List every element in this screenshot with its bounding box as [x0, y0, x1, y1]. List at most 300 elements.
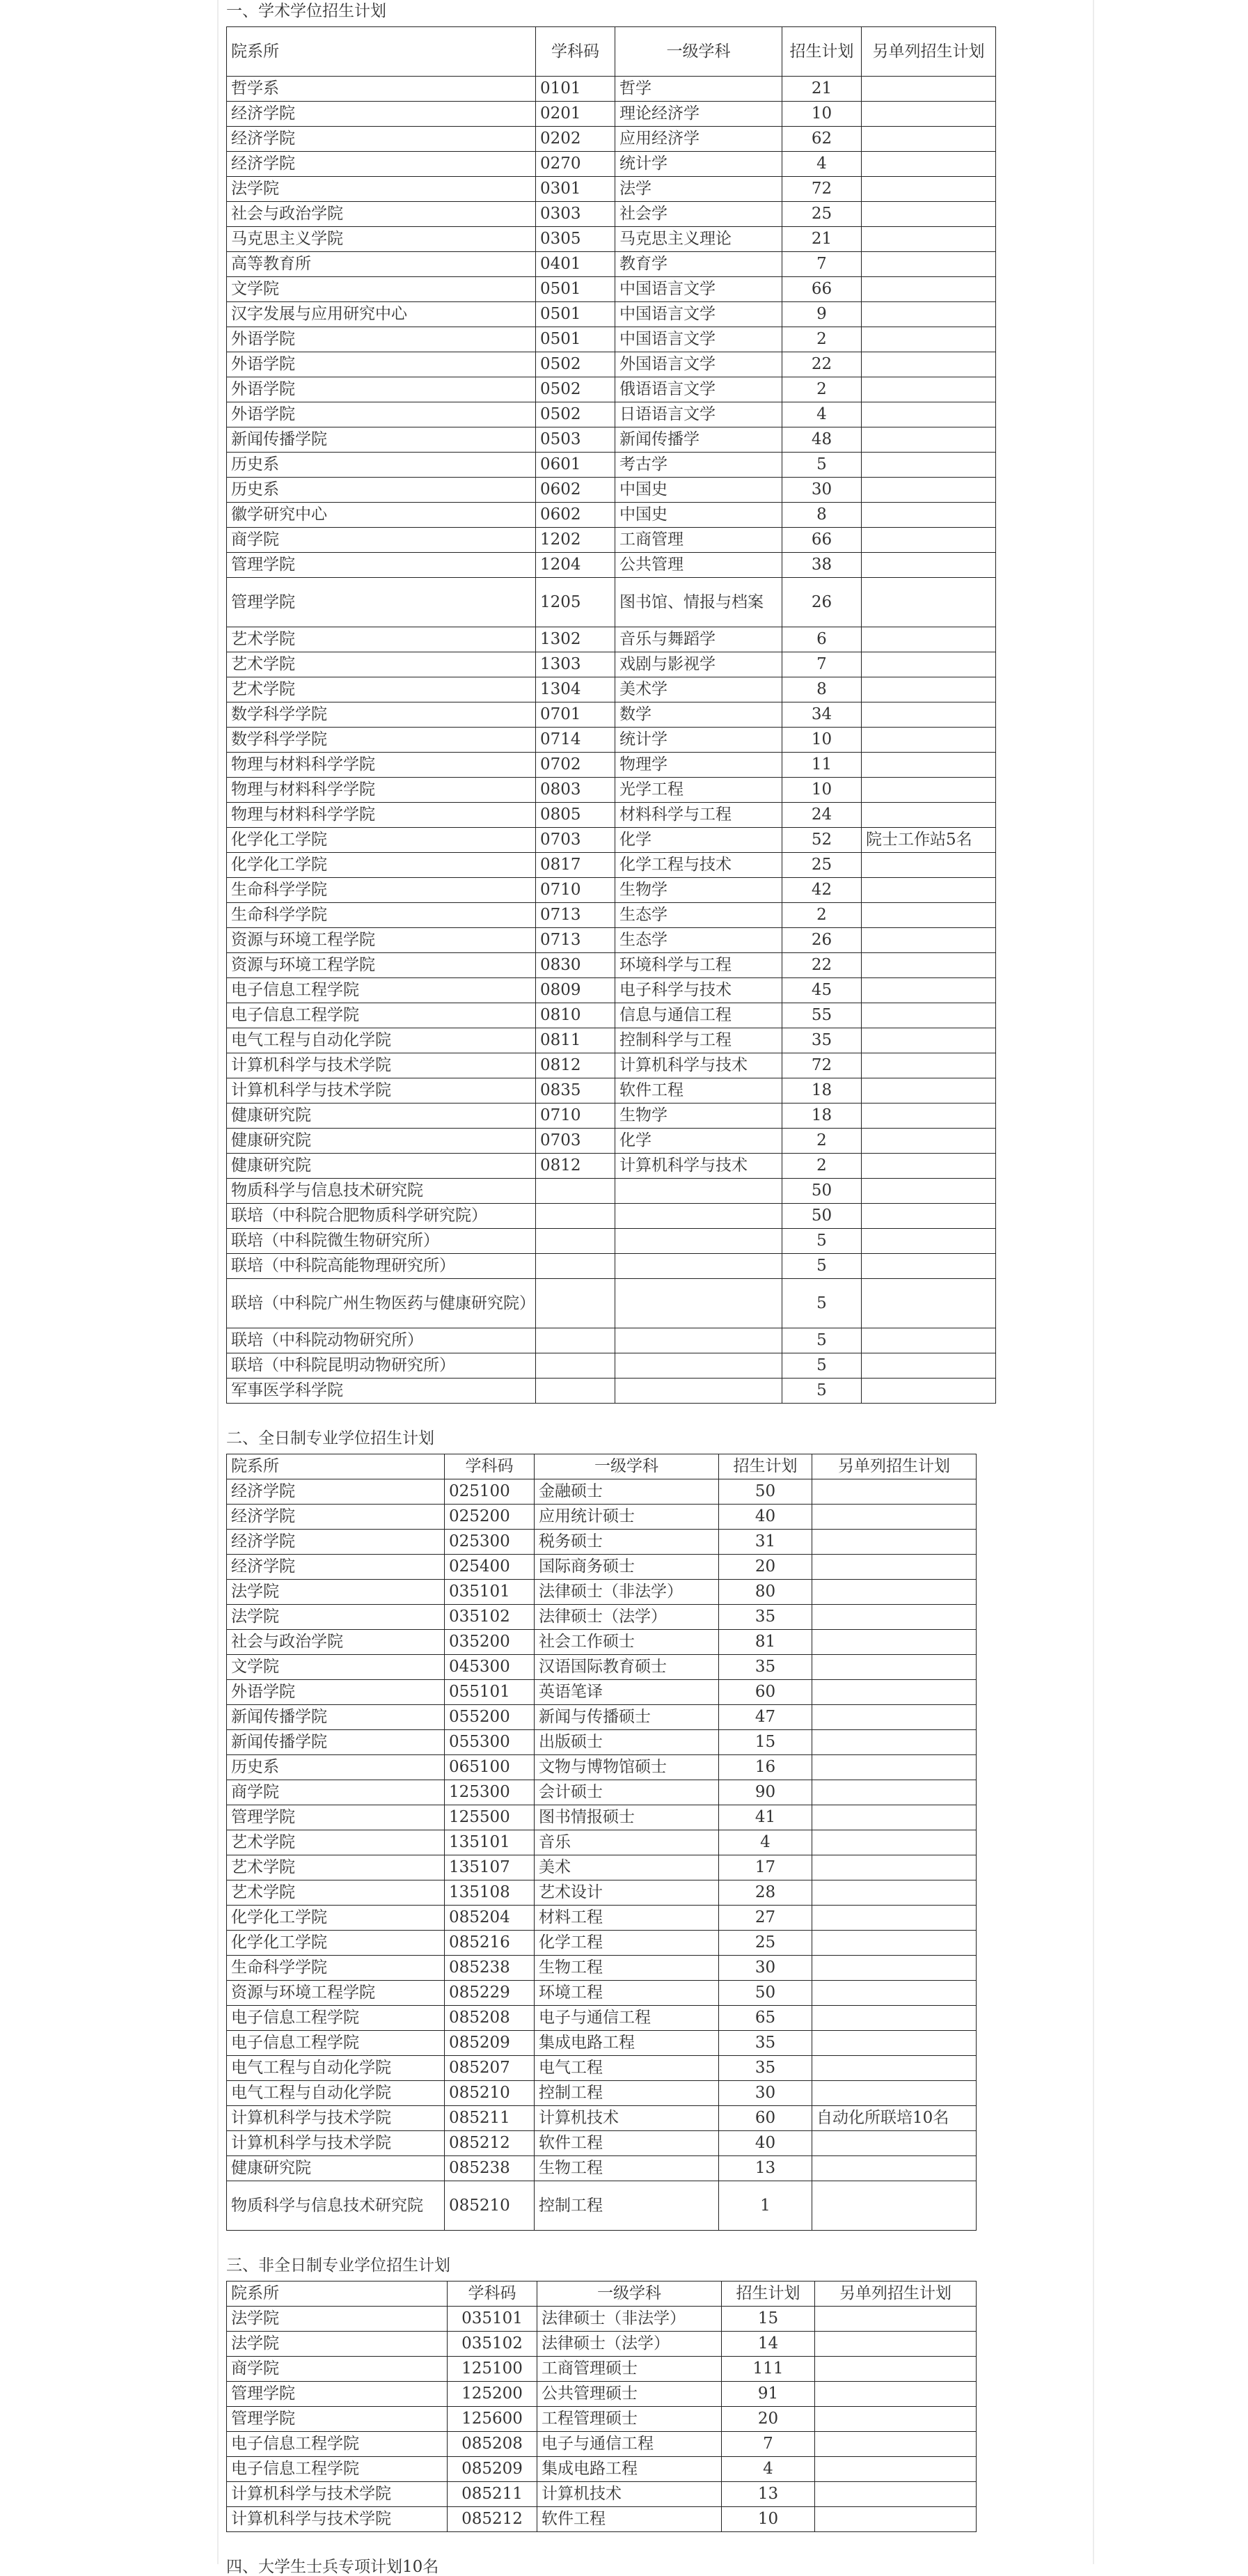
- cell-department: 化学化工学院: [227, 828, 536, 853]
- cell-enrollment: 35: [719, 1605, 812, 1630]
- cell-subject-code: 065100: [445, 1755, 535, 1780]
- cell-department: 商学院: [227, 528, 536, 553]
- cell-discipline: 新闻与传播硕士: [535, 1705, 719, 1730]
- cell-department: 电气工程与自动化学院: [227, 2081, 445, 2106]
- header-cell-discipline: 一级学科: [615, 27, 782, 77]
- cell-subject-code: 125600: [448, 2407, 537, 2432]
- cell-subject-code: 0301: [536, 177, 615, 202]
- cell-department: 法学院: [227, 2332, 448, 2357]
- cell-department: 马克思主义学院: [227, 227, 536, 252]
- cell-extra-enrollment: [815, 2432, 977, 2457]
- cell-department: 物理与材料科学学院: [227, 753, 536, 778]
- cell-department: 生命科学学院: [227, 903, 536, 928]
- cell-department: 计算机科学与技术学院: [227, 2131, 445, 2156]
- cell-subject-code: [536, 1379, 615, 1404]
- table-row: [227, 1104, 996, 1129]
- cell-discipline: [615, 1279, 782, 1328]
- cell-subject-code: 085208: [445, 2006, 535, 2031]
- cell-department: 电气工程与自动化学院: [227, 1028, 536, 1053]
- cell-subject-code: 025300: [445, 1530, 535, 1555]
- cell-enrollment: 80: [719, 1580, 812, 1605]
- cell-discipline: 理论经济学: [615, 102, 782, 127]
- cell-discipline: 会计硕士: [535, 1780, 719, 1805]
- cell-department: 健康研究院: [227, 1104, 536, 1129]
- cell-extra-enrollment: [812, 2006, 977, 2031]
- cell-subject-code: 0713: [536, 903, 615, 928]
- cell-discipline: 软件工程: [535, 2131, 719, 2156]
- cell-department: 经济学院: [227, 1530, 445, 1555]
- table-row: [227, 1003, 996, 1028]
- cell-subject-code: 085210: [445, 2081, 535, 2106]
- cell-subject-code: 1202: [536, 528, 615, 553]
- cell-enrollment: 2: [782, 327, 862, 352]
- cell-extra-enrollment: [862, 928, 996, 953]
- cell-extra-enrollment: [862, 553, 996, 578]
- table-row: [227, 2181, 977, 2231]
- header-cell-subject-code: 学科码: [448, 2282, 537, 2307]
- cell-extra-enrollment: [862, 352, 996, 377]
- cell-department: 新闻传播学院: [227, 1730, 445, 1755]
- cell-enrollment: 1: [719, 2181, 812, 2231]
- table-row: [227, 1129, 996, 1154]
- cell-subject-code: 0702: [536, 753, 615, 778]
- cell-subject-code: 025200: [445, 1505, 535, 1530]
- cell-discipline: 集成电路工程: [535, 2031, 719, 2056]
- cell-department: 生命科学学院: [227, 878, 536, 903]
- cell-enrollment: 6: [782, 627, 862, 652]
- cell-discipline: 社会学: [615, 202, 782, 227]
- cell-enrollment: 4: [722, 2457, 815, 2482]
- table-row: [227, 277, 996, 302]
- cell-subject-code: 035101: [445, 1580, 535, 1605]
- cell-extra-enrollment: [862, 1003, 996, 1028]
- cell-subject-code: [536, 1179, 615, 1204]
- cell-enrollment: 35: [719, 2056, 812, 2081]
- cell-enrollment: 7: [782, 652, 862, 677]
- cell-extra-enrollment: [862, 853, 996, 878]
- cell-enrollment: 10: [782, 102, 862, 127]
- cell-extra-enrollment: [862, 327, 996, 352]
- table-row: [227, 2156, 977, 2181]
- parttime-table-header: [227, 2282, 977, 2307]
- table-row: [227, 803, 996, 828]
- cell-department: 生命科学学院: [227, 1956, 445, 1981]
- cell-subject-code: 025100: [445, 1479, 535, 1505]
- cell-department: 联培（中科院合肥物质科学研究院）: [227, 1204, 536, 1229]
- table-row: [227, 1555, 977, 1580]
- cell-subject-code: 0703: [536, 828, 615, 853]
- cell-extra-enrollment: [862, 1328, 996, 1353]
- cell-enrollment: 8: [782, 677, 862, 702]
- cell-discipline: 考古学: [615, 453, 782, 478]
- cell-subject-code: 035200: [445, 1630, 535, 1655]
- table-row: [227, 2131, 977, 2156]
- cell-discipline: 电子与通信工程: [537, 2432, 722, 2457]
- cell-enrollment: 40: [719, 1505, 812, 1530]
- cell-department: 管理学院: [227, 553, 536, 578]
- cell-enrollment: 2: [782, 377, 862, 402]
- cell-enrollment: 35: [719, 2031, 812, 2056]
- cell-discipline: 化学工程: [535, 1931, 719, 1956]
- cell-enrollment: 22: [782, 352, 862, 377]
- cell-subject-code: 125300: [445, 1780, 535, 1805]
- fulltime-section-title: 二、全日制专业学位招生计划: [226, 1429, 434, 1447]
- cell-subject-code: 0830: [536, 953, 615, 978]
- table-row: [227, 227, 996, 252]
- cell-subject-code: [536, 1254, 615, 1279]
- table-row: [227, 953, 996, 978]
- cell-enrollment: 25: [719, 1931, 812, 1956]
- cell-extra-enrollment: [862, 1154, 996, 1179]
- cell-discipline: 数学: [615, 702, 782, 728]
- right-border-line: [1093, 0, 1094, 2564]
- table-row: [227, 377, 996, 402]
- cell-discipline: 化学工程与技术: [615, 853, 782, 878]
- cell-extra-enrollment: [862, 302, 996, 327]
- table-row: [227, 1078, 996, 1104]
- cell-extra-enrollment: [812, 2081, 977, 2106]
- table-row: [227, 352, 996, 377]
- parttime-table-body: [227, 2307, 977, 2532]
- cell-subject-code: 085208: [448, 2432, 537, 2457]
- table-row: [227, 553, 996, 578]
- cell-enrollment: 5: [782, 1328, 862, 1353]
- table-row: [227, 528, 996, 553]
- cell-extra-enrollment: [812, 1755, 977, 1780]
- table-row: [227, 1805, 977, 1830]
- cell-extra-enrollment: [812, 2181, 977, 2231]
- cell-department: 电子信息工程学院: [227, 2006, 445, 2031]
- table-row: [227, 1379, 996, 1404]
- table-row: [227, 402, 996, 427]
- cell-subject-code: 0502: [536, 402, 615, 427]
- cell-discipline: [615, 1328, 782, 1353]
- cell-discipline: 物理学: [615, 753, 782, 778]
- cell-discipline: 法学: [615, 177, 782, 202]
- table-row: [227, 1830, 977, 1855]
- cell-subject-code: 0812: [536, 1154, 615, 1179]
- cell-department: 高等教育所: [227, 252, 536, 277]
- table-row: [227, 1780, 977, 1805]
- cell-department: 电气工程与自动化学院: [227, 2056, 445, 2081]
- table-row: [227, 427, 996, 453]
- cell-discipline: 电气工程: [535, 2056, 719, 2081]
- cell-department: 艺术学院: [227, 652, 536, 677]
- cell-department: 电子信息工程学院: [227, 978, 536, 1003]
- cell-enrollment: 5: [782, 1379, 862, 1404]
- cell-enrollment: 2: [782, 903, 862, 928]
- cell-enrollment: 13: [722, 2482, 815, 2507]
- cell-department: 商学院: [227, 1780, 445, 1805]
- cell-discipline: 文物与博物馆硕士: [535, 1755, 719, 1780]
- cell-discipline: 计算机科学与技术: [615, 1154, 782, 1179]
- cell-subject-code: 0835: [536, 1078, 615, 1104]
- cell-extra-enrollment: [862, 1179, 996, 1204]
- cell-discipline: 化学: [615, 828, 782, 853]
- cell-department: 外语学院: [227, 1680, 445, 1705]
- header-cell-subject-code: 学科码: [536, 27, 615, 77]
- cell-extra-enrollment: [862, 127, 996, 152]
- table-header-row: [227, 1454, 977, 1479]
- cell-enrollment: 5: [782, 453, 862, 478]
- cell-department: 化学化工学院: [227, 1931, 445, 1956]
- cell-subject-code: 0817: [536, 853, 615, 878]
- cell-subject-code: 0810: [536, 1003, 615, 1028]
- cell-subject-code: 1205: [536, 578, 615, 627]
- cell-subject-code: 085210: [445, 2181, 535, 2231]
- cell-subject-code: 1302: [536, 627, 615, 652]
- cell-extra-enrollment: [812, 1855, 977, 1880]
- table-row: [227, 202, 996, 227]
- cell-department: 文学院: [227, 1655, 445, 1680]
- cell-extra-enrollment: [812, 1931, 977, 1956]
- cell-enrollment: 111: [722, 2357, 815, 2382]
- cell-extra-enrollment: [862, 1129, 996, 1154]
- header-cell-enrollment: 招生计划: [722, 2282, 815, 2307]
- table-row: [227, 127, 996, 152]
- cell-subject-code: 0502: [536, 352, 615, 377]
- cell-discipline: 工商管理: [615, 528, 782, 553]
- table-row: [227, 1229, 996, 1254]
- table-row: [227, 1328, 996, 1353]
- cell-department: 外语学院: [227, 327, 536, 352]
- cell-extra-enrollment: [862, 277, 996, 302]
- cell-subject-code: 085211: [445, 2106, 535, 2131]
- cell-department: 物质科学与信息技术研究院: [227, 1179, 536, 1204]
- cell-subject-code: 085209: [448, 2457, 537, 2482]
- table-row: [227, 1855, 977, 1880]
- cell-subject-code: 0713: [536, 928, 615, 953]
- cell-department: 物理与材料科学学院: [227, 803, 536, 828]
- cell-subject-code: 085211: [448, 2482, 537, 2507]
- cell-discipline: 教育学: [615, 252, 782, 277]
- cell-extra-enrollment: [815, 2307, 977, 2332]
- cell-enrollment: 21: [782, 227, 862, 252]
- cell-discipline: 法律硕士（非法学）: [537, 2307, 722, 2332]
- cell-enrollment: 25: [782, 853, 862, 878]
- cell-enrollment: 10: [782, 728, 862, 753]
- cell-enrollment: 27: [719, 1906, 812, 1931]
- cell-subject-code: 025400: [445, 1555, 535, 1580]
- table-row: [227, 2407, 977, 2432]
- cell-extra-enrollment: [812, 1555, 977, 1580]
- cell-enrollment: 60: [719, 1680, 812, 1705]
- cell-department: 社会与政治学院: [227, 1630, 445, 1655]
- table-row: [227, 2031, 977, 2056]
- cell-subject-code: 0710: [536, 1104, 615, 1129]
- cell-department: 军事医学科学院: [227, 1379, 536, 1404]
- cell-subject-code: [536, 1328, 615, 1353]
- cell-discipline: 俄语语言文学: [615, 377, 782, 402]
- cell-discipline: 税务硕士: [535, 1530, 719, 1555]
- cell-extra-enrollment: [862, 702, 996, 728]
- cell-subject-code: 0803: [536, 778, 615, 803]
- cell-discipline: 生物工程: [535, 2156, 719, 2181]
- table-row: [227, 1605, 977, 1630]
- table-row: [227, 677, 996, 702]
- cell-discipline: 软件工程: [537, 2507, 722, 2532]
- cell-extra-enrollment: [812, 1479, 977, 1505]
- cell-discipline: 外国语言文学: [615, 352, 782, 377]
- cell-extra-enrollment: [812, 1805, 977, 1830]
- cell-discipline: 中国史: [615, 503, 782, 528]
- cell-extra-enrollment: [862, 102, 996, 127]
- cell-subject-code: 1304: [536, 677, 615, 702]
- cell-discipline: 化学: [615, 1129, 782, 1154]
- cell-subject-code: 055200: [445, 1705, 535, 1730]
- cell-discipline: 计算机技术: [537, 2482, 722, 2507]
- cell-extra-enrollment: 自动化所联培10名: [812, 2106, 977, 2131]
- cell-department: 联培（中科院动物研究所）: [227, 1328, 536, 1353]
- cell-extra-enrollment: [862, 677, 996, 702]
- cell-enrollment: 72: [782, 1053, 862, 1078]
- cell-extra-enrollment: [862, 953, 996, 978]
- cell-subject-code: 085212: [448, 2507, 537, 2532]
- cell-department: 新闻传播学院: [227, 427, 536, 453]
- cell-department: 健康研究院: [227, 1129, 536, 1154]
- cell-department: 艺术学院: [227, 1880, 445, 1906]
- cell-subject-code: 0501: [536, 302, 615, 327]
- cell-enrollment: 10: [782, 778, 862, 803]
- cell-enrollment: 50: [719, 1981, 812, 2006]
- cell-subject-code: [536, 1204, 615, 1229]
- cell-subject-code: 125500: [445, 1805, 535, 1830]
- cell-discipline: 材料工程: [535, 1906, 719, 1931]
- cell-subject-code: 0501: [536, 327, 615, 352]
- cell-extra-enrollment: [812, 1530, 977, 1555]
- cell-extra-enrollment: [862, 252, 996, 277]
- table-row: [227, 1028, 996, 1053]
- cell-subject-code: 085238: [445, 1956, 535, 1981]
- cell-department: 历史系: [227, 478, 536, 503]
- cell-enrollment: 30: [719, 2081, 812, 2106]
- table-header-row: [227, 2282, 977, 2307]
- cell-subject-code: 055101: [445, 1680, 535, 1705]
- cell-enrollment: 81: [719, 1630, 812, 1655]
- table-row: [227, 152, 996, 177]
- cell-enrollment: 8: [782, 503, 862, 528]
- cell-enrollment: 30: [782, 478, 862, 503]
- cell-discipline: 英语笔译: [535, 1680, 719, 1705]
- table-row: [227, 1254, 996, 1279]
- cell-subject-code: 135101: [445, 1830, 535, 1855]
- cell-extra-enrollment: [862, 1104, 996, 1129]
- cell-enrollment: 48: [782, 427, 862, 453]
- cell-enrollment: 35: [719, 1655, 812, 1680]
- cell-discipline: 应用统计硕士: [535, 1505, 719, 1530]
- table-row: [227, 1580, 977, 1605]
- cell-discipline: 集成电路工程: [537, 2457, 722, 2482]
- table-row: [227, 2457, 977, 2482]
- table-row: [227, 853, 996, 878]
- cell-discipline: 生物工程: [535, 1956, 719, 1981]
- cell-department: 艺术学院: [227, 1830, 445, 1855]
- cell-enrollment: 20: [722, 2407, 815, 2432]
- table-row: [227, 77, 996, 102]
- fulltime-table-body: [227, 1479, 977, 2231]
- cell-department: 物质科学与信息技术研究院: [227, 2181, 445, 2231]
- table-row: [227, 1705, 977, 1730]
- header-cell-extra-enrollment: 另单列招生计划: [815, 2282, 977, 2307]
- table-row: [227, 2081, 977, 2106]
- cell-enrollment: 55: [782, 1003, 862, 1028]
- cell-subject-code: 0502: [536, 377, 615, 402]
- table-row: [227, 1906, 977, 1931]
- cell-enrollment: 35: [782, 1028, 862, 1053]
- table-row: [227, 702, 996, 728]
- cell-extra-enrollment: [862, 1028, 996, 1053]
- cell-department: 管理学院: [227, 2407, 448, 2432]
- cell-discipline: 信息与通信工程: [615, 1003, 782, 1028]
- cell-enrollment: 9: [782, 302, 862, 327]
- cell-discipline: 材料科学与工程: [615, 803, 782, 828]
- cell-subject-code: 0303: [536, 202, 615, 227]
- cell-enrollment: 2: [782, 1129, 862, 1154]
- table-row: [227, 1931, 977, 1956]
- cell-subject-code: [536, 1229, 615, 1254]
- cell-department: 管理学院: [227, 1805, 445, 1830]
- cell-discipline: 音乐与舞蹈学: [615, 627, 782, 652]
- table-row: [227, 1279, 996, 1328]
- table-row: [227, 2357, 977, 2382]
- header-cell-subject-code: 学科码: [445, 1454, 535, 1479]
- cell-subject-code: 0703: [536, 1129, 615, 1154]
- cell-extra-enrollment: [862, 453, 996, 478]
- academic-table-body: [227, 77, 996, 1404]
- cell-enrollment: 15: [719, 1730, 812, 1755]
- cell-discipline: 法律硕士（法学）: [537, 2332, 722, 2357]
- cell-discipline: 控制工程: [535, 2181, 719, 2231]
- cell-enrollment: 38: [782, 553, 862, 578]
- table-row: [227, 2106, 977, 2131]
- cell-extra-enrollment: [862, 528, 996, 553]
- cell-subject-code: 135107: [445, 1855, 535, 1880]
- cell-subject-code: 0811: [536, 1028, 615, 1053]
- cell-department: 经济学院: [227, 127, 536, 152]
- cell-extra-enrollment: [812, 1680, 977, 1705]
- cell-subject-code: 1303: [536, 652, 615, 677]
- cell-subject-code: [536, 1279, 615, 1328]
- cell-department: 经济学院: [227, 1505, 445, 1530]
- table-row: [227, 1655, 977, 1680]
- cell-enrollment: 26: [782, 928, 862, 953]
- cell-extra-enrollment: [862, 402, 996, 427]
- cell-department: 经济学院: [227, 102, 536, 127]
- cell-subject-code: 085212: [445, 2131, 535, 2156]
- cell-enrollment: 13: [719, 2156, 812, 2181]
- cell-discipline: 计算机技术: [535, 2106, 719, 2131]
- cell-enrollment: 18: [782, 1078, 862, 1104]
- cell-department: 法学院: [227, 2307, 448, 2332]
- cell-subject-code: 0812: [536, 1053, 615, 1078]
- cell-enrollment: 50: [782, 1204, 862, 1229]
- cell-subject-code: 085204: [445, 1906, 535, 1931]
- cell-subject-code: 085209: [445, 2031, 535, 2056]
- cell-enrollment: 66: [782, 528, 862, 553]
- cell-discipline: 控制工程: [535, 2081, 719, 2106]
- table-row: [227, 778, 996, 803]
- table-row: [227, 1154, 996, 1179]
- cell-department: 管理学院: [227, 578, 536, 627]
- cell-subject-code: 085207: [445, 2056, 535, 2081]
- cell-discipline: 国际商务硕士: [535, 1555, 719, 1580]
- cell-discipline: 电子与通信工程: [535, 2006, 719, 2031]
- cell-department: 计算机科学与技术学院: [227, 1053, 536, 1078]
- table-header-row: [227, 27, 996, 77]
- cell-discipline: 哲学: [615, 77, 782, 102]
- cell-discipline: 图书馆、情报与档案: [615, 578, 782, 627]
- cell-enrollment: 20: [719, 1555, 812, 1580]
